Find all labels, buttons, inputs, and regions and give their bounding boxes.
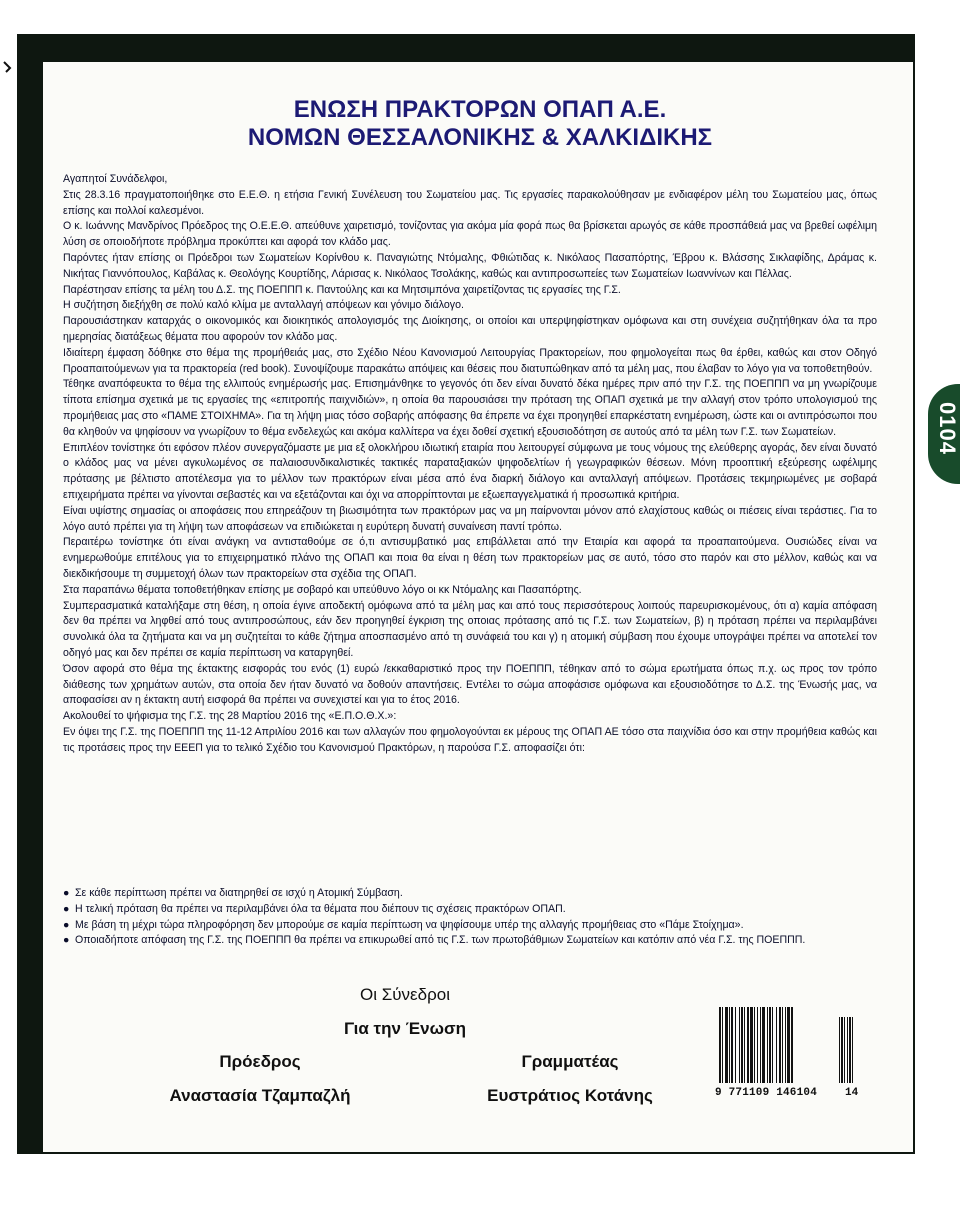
secretary-name: Ευστράτιος Κοτάνης (487, 1086, 653, 1105)
article-body (63, 172, 877, 756)
paragraph: Περαιτέρω τονίστηκε ότι είναι ανάγκη να αντισταθούμε σε ό,τι αντισυμβατικό μας επιβάλλεται από την Εταιρία και αφορά τα προαπαιτούμενα. Ουσιώδες είναι να ενημερωθούμε επιτέλους για το επιχειρηματικό πλάνο της ΟΠΑΠ και ποια θα είναι η θέση των πρακτορείων μας σε αυτό, τόσο στο παρόν και στο μέλλον, καθώς και να διεκδικήσουμε τη συμμετοχή όλων των πρακτορείων στα σχέδια της ΟΠΑΠ. (63, 536, 877, 580)
list-item-text: Οποιαδήποτε απόφαση της Γ.Σ. της ΠΟΕΠΠΠ θα πρέπει να επικυρωθεί από τις Γ.Σ. των πρωτοβάθμιων Σωματείων και κατόπιν από νέα Γ.Σ. της ΠΟΕΠΠΠ. (75, 934, 806, 947)
paragraph: Είναι υψίστης σημασίας οι αποφάσεις που επηρεάζουν τη βιωσιμότητα των πρακτόρων μας να μη παίρνονται μόνον από ελαχίστους καθώς οι πιέσεις είναι τεράστιες. Για το λόγο αυτό πρέπει για τη λήψη των αποφάσεων να επιδιώκεται η ευρύτερη δυνατή συναίνεση παντί τρόπω. (63, 504, 877, 533)
paragraph: Αγαπητοί Συνάδελφοι, (63, 173, 168, 185)
paragraph: Παρουσιάστηκαν καταρχάς ο οικονομικός και διοικητικός απολογισμός της Διοίκησης, οι οποίοι και υπερψηφίστηκαν ομόφωνα και στη συνέχεια συζητήθηκαν όλα τα προ ημερησίας διατάξεως θέματα που αφορούν τον κλάδο μας. (63, 315, 877, 343)
barcode-digits: 9 771109 146104 (715, 1087, 818, 1099)
barcode-bars-icon (719, 1007, 861, 1085)
president-title: Πρόεδρος (219, 1052, 301, 1071)
list-item (63, 902, 877, 918)
paragraph: Συμπερασματικά καταλήξαμε στη θέση, η οποία έγινε αποδεκτή ομόφωνα από τα μέλη μας και από τους περισσότερους λοιπούς παρευρισκομένους, ότι α) καμία απόφαση δεν θα πρέπει να ληφθεί από τους αντιπροσώπους, εάν δεν προηγηθεί έγκριση της οποιας πρότασης από τις Γ.Σ. των Σωματείων, β) η πρόταση πρέπει να περιλαμβάνει συνολικά όλα τα ζητήματα και να μη συζητείται το κάθε ζήτημα αποσπασμένο από τη συνάφειά του και γ) η ατομική σύμβαση που έχουμε υπογράψει πρέπει να αποτελεί τον οδηγό μας και δεν πρέπει σε καμία περίπτωση να καταργηθεί. (63, 599, 877, 659)
paragraph: Εν όψει της Γ.Σ. της ΠΟΕΠΠΠ της 11-12 Απριλίου 2016 και των αλλαγών που φημολογούνται εκ μέρους της ΟΠΑΠ ΑΕ τόσο στα παιχνίδια όσο και στην προμήθεια καθώς και τις προτάσεις προς την ΕΕΕΠ για το τελικό Σχέδιο του Κανονισμού Πρακτόρων, η παρούσα Γ.Σ. αποφασίζει ότι: (63, 725, 877, 754)
paragraph: Επιπλέον τονίστηκε ότι εφόσον πλέον συνεργαζόμαστε με μια εξ ολοκλήρου ιδιωτική εταιρία που λειτουργεί σύμφωνα με τους νόμους της ελεύθερης αγοράς, δεν είναι δυνατό ο κλάδος μας να μένει αγκυλωμένος σε παλαιοσυνδικαλιστικές τακτικές παραταξιακών ψηφοδελτίων ή γεωγραφικών θέσεων. Μόνη προοπτική εξεύρεσης ωφέλιμης πρότασης με βέλτιστο αποτέλεσμα για το μέλλον των πρακτόρων είναι μέσα από ένα διαρκή διάλογο και ανταλλαγή απόψεων. Προτάσεις τεκμηριωμένες με σοβαρά επιχειρήματα πρέπει να γίνονται σεβαστές και να εξετάζονται και όχι να απορρίπτονται με εξωεπαγγελματικά ή προσωπικά κριτήρια. (63, 441, 877, 501)
list-item (63, 886, 877, 902)
paragraph: Στις 28.3.16 πραγματοποιήθηκε στο Ε.Ε.Θ. η ετήσια Γενική Συνέλευση του Σωματείου μας. Τις εργασίες παρακολούθησαν με ενδιαφέρον μέλη του Σωματείου μας, όπως επίσης και πολλοί καλεσμένοι. (63, 188, 877, 217)
paragraph: Ο κ. Ιωάννης Μανδρίνος Πρόεδρος της Ο.Ε.Ε.Θ. απεύθυνε χαιρετισμό, τονίζοντας για ακόμα μία φορά πως θα βρίσκεται αρωγός σε κάθε προσπάθειά μας να βρεθεί ωφέλιμη λύση σε οποιοδήποτε πρόβλημα προκύπτει και αφορά τον κλάδο μας. (63, 220, 877, 249)
president-name: Αναστασία Τζαμπαζλή (169, 1086, 351, 1105)
union-title: ΕΝΩΣΗ ΠΡΑΚΤΟΡΩΝ ΟΠΑΠ Α.Ε. (293, 96, 667, 123)
delegates-label: Οι Σύνεδροι (360, 985, 450, 1004)
barcode-addon: 14 (845, 1087, 859, 1099)
paragraph: Παρέστησαν επίσης τα μέλη του Δ.Σ. της ΠΟΕΠΠΠ κ. Παντούλης και κα Μητσιμπόνα χαιρετίζοντας τις εργασίες της Γ.Σ. (63, 283, 621, 296)
for-union-label: Για την Ένωση (343, 1019, 467, 1038)
paragraph: Ακολουθεί το ψήφισμα της Γ.Σ. της 28 Μαρτίου 2016 της «Ε.Π.Ο.Θ.Χ.»: (63, 710, 397, 723)
paragraph: Όσον αφορά στο θέμα της έκτακτης εισφοράς του ενός (1) ευρώ /εκκαθαριστικό προς την ΠΟΕΠΠΠ, τέθηκαν από το σώμα ερωτήματα όπως π.χ. ως προς τον τρόπο διάθεσης των χρημάτων αυτών, στα οποία δεν ήταν δυνατό να δοθούν απαντήσεις. Εντέλει το σώμα αποφάσισε ομόφωνα και εξουσιοδότησε το Δ.Σ. της Ένωσής μας, να αποφασίσει αν η έκτακτη αυτή εισφορά θα πρέπει να συνεχιστεί και για το έτος 2016. (63, 662, 877, 707)
scan-mark-icon (2, 60, 14, 74)
bullet-icon: ● (63, 918, 70, 931)
issue-tab (928, 384, 960, 484)
issue-code: 0104 (935, 402, 960, 455)
bullet-icon: ● (63, 934, 70, 947)
list-item-text: Με βάση τη μέχρι τώρα πληροφόρηση δεν μπορούμε σε καμία περίπτωση να ψηφίσουμε υπέρ της αλλαγής προμήθειας στο «Πάμε Στοίχημα». (75, 918, 744, 931)
paragraph: Η συζήτηση διεξήχθη σε πολύ καλό κλίμα με ανταλλαγή απόψεων και γόνιμο διάλογο. (63, 299, 464, 312)
bullet-icon: ● (63, 887, 70, 899)
list-item-text: Η τελική πρόταση θα πρέπει να περιλαμβάνει όλα τα θέματα που διέπουν τις σχέσεις πρακτόρων ΟΠΑΠ. (75, 902, 566, 915)
paragraph: Ιδιαίτερη έμφαση δόθηκε στο θέμα της προμήθειάς μας, στο Σχέδιο Νέου Κανονισμού Λειτουργίας Πρακτορείων, που φημολογείται πως θα έρθει, καθώς και στον Οδηγό Προαπαιτούμενων για τα πρακτορεία (red book). Συνοψίζουμε παρακάτω απόψεις και θέσεις που διατυπώθηκαν από τα μέλη μας, που έλαβαν το λόγο για να τοποθετηθούν. (63, 346, 877, 375)
bullet-icon: ● (63, 902, 70, 915)
secretary-title: Γραμματέας (521, 1052, 619, 1071)
list-item (63, 933, 877, 949)
list-item (63, 918, 877, 934)
paragraph: Στα παραπάνω θέματα τοποθετήθηκαν επίσης με σοβαρό και υπεύθυνο λόγο οι κκ Ντόμαλης και Πασαπόρτης. (63, 583, 582, 596)
union-subtitle: ΝΟΜΩΝ ΘΕΣΣΑΛΟΝΙΚΗΣ & ΧΑΛΚΙΔΙΚΗΣ (247, 124, 713, 151)
resolution-list (63, 886, 877, 949)
list-item-text: Σε κάθε περίπτωση πρέπει να διατηρηθεί σε ισχύ η Ατομική Σύμβαση. (75, 887, 403, 899)
paragraph: Τέθηκε αναπόφευκτα το θέμα της ελλιπούς ενημέρωσής μας. Επισημάνθηκε το γεγονός ότι δεν είναι δυνατό δέκα ημέρες πριν από την Γ.Σ. της ΠΟΕΠΠΠ να μη γνωρίζουμε τίποτα επίσημα σχετικά με τις εργασίες της «επιτροπής παιχνιδιών», η οποία θα παρουσιάσει την πρόταση της ΟΠΑΠ σχετικά με την αλλαγή στον τρόπο υπολογισμού της προμήθειας μας στο «ΠΑΜΕ ΣΤΟΙΧΗΜΑ». Για τη λήψη μιας τόσο σοβαρής απόφασης θα έπρεπε να έχει προηγηθεί επαρκέστατη ενημέρωση, ώστε και οι αντιπρόσωποι που θα κληθούν να ψηφίσουν να γνωρίζουν το θέμα ενδελεχώς και ακόμα καλλίτερα να έχει δοθεί σχετική εξουσιοδότηση σε αυτούς από τα μέλη των Γ.Σ. των Σωματείων. (63, 378, 877, 438)
barcode (715, 1007, 865, 1099)
paragraph: Παρόντες ήταν επίσης οι Πρόεδροι των Σωματείων Κορίνθου κ. Παναγιώτης Ντόμαλης, Φθιώτιδας κ. Νικόλαος Πασαπόρτης, Έβρου κ. Βλάσσης Σικλαφίδης, Δράμας κ. Νικήτας Γιαννόπουλος, Καβάλας κ. Θεολόγης Κουρτίδης, Λάρισας κ. Νικόλαος Τσολάκης, καθώς και αντιπροσωπείες των Σωματείων Ιωαννίνων και Πέλλας. (63, 251, 877, 280)
